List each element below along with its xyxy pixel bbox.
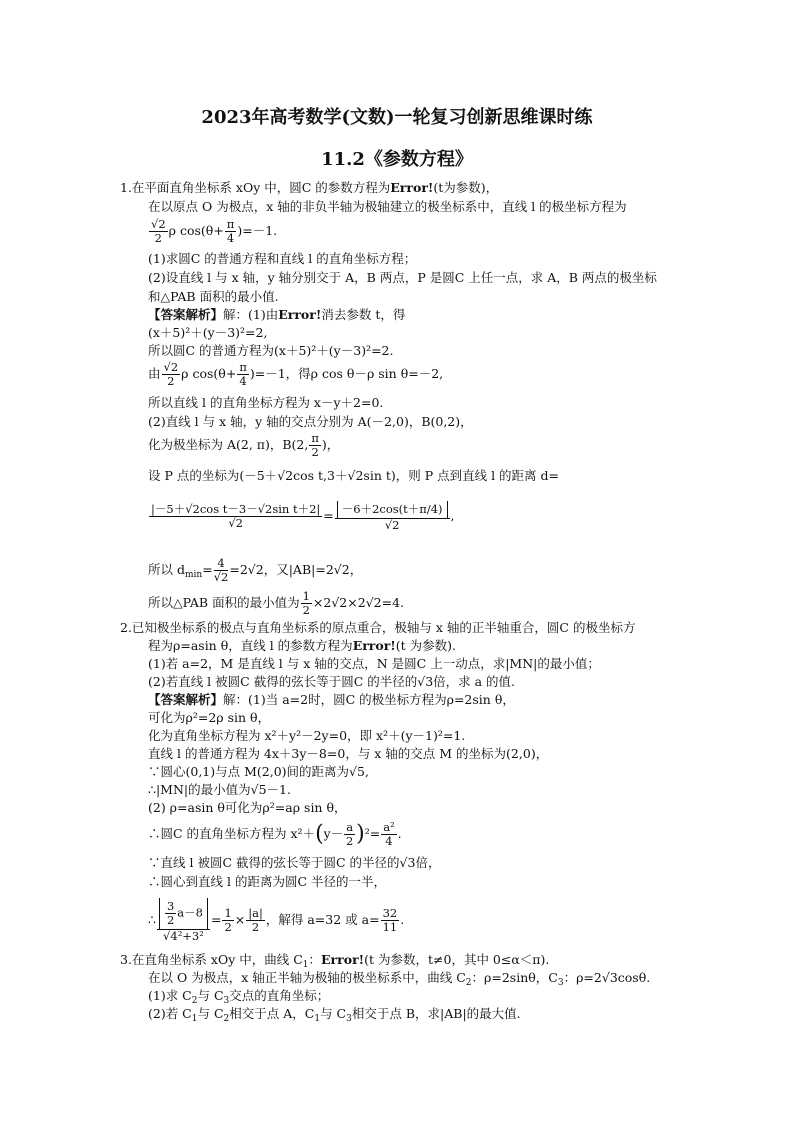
q2-answer-line-1: 【答案解析】解：(1)当 a=2时，圆C 的极坐标方程为ρ=2sin θ， (148, 692, 515, 707)
q1-answer-area: 所以△PAB 面积的最小值为 $\frac{1}{2}$ ×2√2×2√2=4. (148, 589, 405, 617)
q1-answer-dmin: 所以 $d_{min}=$ $\frac{4}{√2}$ =2√2，又|AB|=2√2， (148, 556, 363, 584)
q2-answer-line-10: ∴圆心到直线 l 的距离为圆C 半径的一半， (148, 874, 386, 889)
q3-part-1: (1)求 $C_2$与 $C_3$交点的直角坐标； (148, 988, 330, 1006)
q2-answer-line-7: (2) ρ=asin θ可化为ρ²=aρ sin θ， (148, 800, 347, 815)
q2-answer-line-2: 可化为ρ²=2ρ sin θ， (148, 710, 271, 725)
q1-part-1: (1)求圆C 的普通方程和直线 l 的直角坐标方程； (148, 251, 417, 266)
q1-answer-line-2: (x＋5)²＋(y－3)²=2, (148, 325, 268, 340)
q1-answer-line-5: 所以直线 l 的直角坐标方程为 x－y＋2=0. (148, 395, 384, 410)
q1-answer-line-6: (2)直线 l 与 x 轴，y 轴的交点分别为 A(－2,0)，B(0,2)， (148, 414, 473, 429)
fraction: $\frac{1}{2}$ (224, 906, 232, 934)
fraction: $\frac{3}{2}$ (166, 899, 175, 927)
q1-answer-line-8: 设 P 点的坐标为(－5＋√2cos t,3＋√2sin t)，则 P 点到直线 l 的距离 d= (148, 468, 559, 483)
q2-line-1: 2.已知极坐标系的极点与直角坐标系的原点重合，极轴与 x 轴的正半轴重合，圆C 的极坐标方 (120, 620, 636, 635)
fraction: $\frac{-6+2\cos(t+\pi/4)}{√2}$ (335, 501, 450, 532)
fraction: $\frac{3}{2}$ a－8 √4²+3² (157, 898, 210, 943)
q2-answer-line-3: 化为直角坐标方程为 x²＋y²－2y=0，即 x²＋(y－1)²=1. (148, 728, 466, 743)
fraction: $\frac{\pi}{4}$ (239, 360, 247, 388)
error-token: Error! (390, 180, 434, 195)
q1-answer-line-7: 化为极坐标为 A(2, π)，B(2, $\frac{\pi}{2}$ )， (148, 431, 340, 459)
q3-part-2: (2)若 $C_1$与 $C_2$相交于点 A，$C_1$与 $C_3$相交于点 B，求|AB|的最大值. (148, 1006, 521, 1024)
q2-answer-line-4: 直线 l 的普通方程为 4x＋3y－8=0，与 x 轴的交点 M 的坐标为(2,0)， (148, 746, 549, 761)
fraction: $\frac{\pi}{2}$ (311, 431, 319, 459)
q1-line-2: 在以原点 O 为极点，x 轴的非负半轴为极轴建立的极坐标系中，直线 l 的极坐标方程为 (148, 199, 627, 214)
answer-tag: 【答案解析】 (148, 307, 224, 322)
fraction: $\frac{32}{11}$ (382, 906, 398, 934)
q1-line-3: $\frac{√2}{2}$ ρ cos(θ+ $\frac{\pi}{4}$ )=－1. (151, 217, 278, 245)
fraction: $\frac{4}{√2}$ (213, 556, 229, 584)
q3-line-2: 在以 O 为极点，x 轴正半轴为极轴的极坐标系中，曲线 $C_2$：ρ=2sinθ，$C_3$：ρ=2√3cosθ. (148, 970, 651, 988)
paren: ( (315, 821, 324, 847)
abs-expression: $\frac{3}{2}$ a－8 (157, 898, 210, 930)
q2-answer-line-8: ∴圆C 的直角坐标方程为 x²＋(y－ $\frac{a}{2}$ )²= $\frac{\text{a²}}{4}$ . (148, 820, 402, 848)
q1-part-2-cont: 和△PAB 面积的最小值. (148, 289, 279, 304)
q3-line-1: 3.在直角坐标系 xOy 中，曲线 $C_1$：Error!(t 为参数，t≠0，其中 0≤α＜π). (120, 952, 550, 970)
q1-part-2: (2)设直线 l 与 x 轴，y 轴分别交于 A，B 两点，P 是圆C 上任一点，求 A，B 两点的极坐标 (148, 270, 657, 285)
fraction: $\frac{√2}{2}$ (163, 360, 179, 388)
paren: ) (356, 821, 365, 847)
q2-part-1: (1)若 a=2，M 是直线 l 与 x 轴的交点，N 是圆C 上一动点，求|MN|的最小值； (148, 656, 600, 671)
fraction: $\frac{\text{a²}}{4}$ (383, 820, 395, 848)
fraction: $\frac{√2}{2}$ (151, 217, 166, 245)
q1-answer-distance: $\frac{\text{|－5＋√2cos t－3－√2sin t＋2|}}{√2}$ = $\frac{-6+2\cos(t+\pi/4)}{√2}$ , (151, 502, 455, 532)
fraction: $\frac{|a|}{2}$ (248, 906, 263, 934)
fraction: $\frac{\pi}{4}$ (226, 217, 235, 245)
document-title: 2023年高考数学(文数)一轮复习创新思维课时练 (201, 107, 593, 128)
fraction: $\frac{\text{|－5＋√2cos t－3－√2sin t＋2|}}{√2}$ (151, 502, 321, 530)
q2-answer-line-9: ∵直线 l 被圆C 截得的弦长等于圆C 的半径的√3倍， (148, 855, 441, 870)
q1-line-1: 1.在平面直角坐标系 xOy 中，圆C 的参数方程为Error!(t为参数)， (120, 180, 499, 195)
fraction: $\frac{1}{2}$ (302, 589, 310, 617)
q1-answer-line-4: 由 $\frac{√2}{2}$ ρ cos(θ+ $\frac{\pi}{4}$ )=－1，得ρ cos θ－ρ sin θ=－2, (148, 360, 444, 388)
q2-part-2: (2)若直线 l 被圆C 截得的弦长等于圆C 的半径的√3倍，求 a 的值. (148, 674, 516, 689)
q2-answer-line-11: ∴ $\frac{3}{2}$ a－8 √4²+3² = $\frac{1}{2}$ × $\frac{|a|}{2}$ ，解得 a=32 或 a= $\frac{32}{11}$ . (148, 899, 405, 943)
q2-line-2: 程为ρ=asin θ，直线 l 的参数方程为Error!(t 为参数). (148, 638, 457, 653)
q1-answer-line-1: 【答案解析】解：(1)由Error!消去参数 t，得 (148, 307, 406, 322)
q1-answer-line-3: 所以圆C 的普通方程为(x＋5)²＋(y－3)²=2. (148, 343, 394, 358)
fraction: $\frac{a}{2}$ (346, 820, 354, 848)
q2-answer-line-6: ∴|MN|的最小值为√5－1. (148, 782, 291, 797)
document-subtitle: 11.2《参数方程》 (321, 149, 473, 170)
abs-expression: －6＋2cos(t＋π/4) (335, 501, 450, 519)
q2-answer-line-5: ∵圆心(0,1)与点 M(2,0)间的距离为√5, (148, 764, 369, 779)
